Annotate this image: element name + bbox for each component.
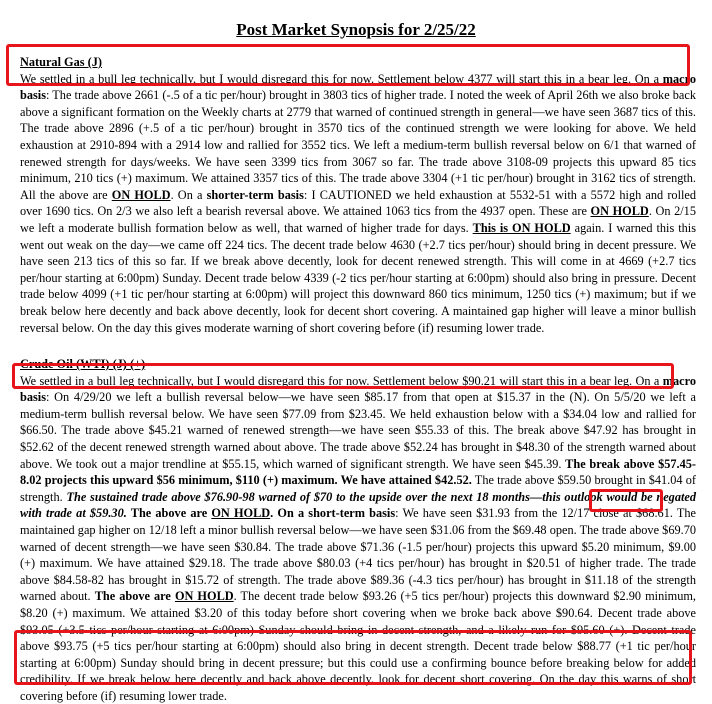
- shorter-term-basis-label: shorter-term basis: [206, 187, 304, 202]
- natural-gas-heading: Natural Gas (J): [20, 55, 102, 69]
- text-run: The above are: [126, 506, 212, 521]
- text-run: . The decent trade below $93.26 (+5 tics per/hour) projects this downward $2.90 minimum, $8.20 (+) maximum. We attained $3.20 of this today before short covering when we broke back above $90.64. Decent trade above $93.05 (+3.5 tics per/hour starting at 6:00pm) Sunday should bring in decent strength, and a likely run for $95.60 (+). Decent trade above $93.75 (+5 tics per/hour starting at 6:00pm) should also bring in decent strength. Decent trade below $88.77 (+1 tic per/hour starting at 6:00pm) Sunday should bring in decent pressure; but this could use a confirming bounce before breaking below for added credibility. If we break below here decently and back above decently, look for decent short covering. On the day this warns of short covering before (if) resuming lower trade.: [20, 589, 696, 703]
- bold-projection-text: The break above $57.45-8.02 projects this upward $56 minimum, $110 (+) maximum. We have attained $42.52.: [20, 456, 696, 488]
- macro-basis-label: macro basis: [20, 373, 696, 405]
- natural-gas-body: [20, 71, 696, 337]
- bold-italic-outlook-text: The sustained trade above $76.90-98 warned of $70 to the upside over the next 18 months—this outlook would be negated with trade at $59.30.: [20, 489, 696, 521]
- on-hold-label: ON HOLD: [174, 589, 234, 604]
- text-run: The trade above $59.50 brought in $41.04 of strength.: [20, 473, 696, 504]
- crude-oil-settlement-sentence: We settled in a bull leg technically, but I would disregard this for now. Settlement below $90.21 will start this in a bear leg. On a: [20, 373, 663, 388]
- crude-oil-section: [20, 356, 696, 704]
- crude-oil-heading: Crude Oil (WTI) (J) (+): [20, 357, 146, 371]
- text-run: . On a: [170, 187, 207, 202]
- text-run: The above are: [94, 589, 175, 604]
- natural-gas-section: [20, 54, 696, 336]
- on-hold-label: ON HOLD: [211, 506, 271, 521]
- this-is-on-hold-label: This is ON HOLD: [472, 220, 571, 235]
- page-title: Post Market Synopsis for 2/25/22: [236, 20, 476, 39]
- macro-basis-label: macro basis: [20, 71, 696, 103]
- text-run: : On 4/29/20 we left a bullish reversal below—we have seen $85.17 from that open at $15.37 in the (N). On 5/5/20 we left a medium-term bullish reversal below. We have seen $77.09 from $23.45. We held exhaustion below with a $34.04 low and rallied for $66.50. The trade above $45.21 warned of renewed strength—we have seen $55.33 of this. The break above $47.92 has brought in $52.62 of the decent renewed strength warned about above. The trade above $52.24 has brought in $48.30 of the strength warned about above. We took out a major trendline at $55.15, which warned of significant strength. We have seen $45.39.: [20, 390, 696, 471]
- text-run: . On a: [270, 506, 309, 521]
- on-hold-label: ON HOLD: [590, 204, 649, 219]
- text-run: : The trade above 2661 (-.5 of a tic per/hour) brought in 3803 tics of higher trade. I noted the week of April 26th we also broke back above a significant formation on the Weekly charts at 2779 that warned of continued strength in general—we have seen 3687 tics of this. The trade above 2896 (+.5 of a tic per/hour) brought in 3570 tics of the continued strength we were looking for above. We held exhaustion at 2910-894 with a 2914 low and rallied for 3552 tics. We left a medium-term bullish reversal below on 6/1 that warned of renewed strength for days/weeks. We have seen 3399 tics from 3067 so far. The trade above 3108-09 projects this upward 85 tics minimum, 210 tics (+) maximum. We attained 3357 tics of this. The trade above 3304 (+1 tic per/hour) brought in 3162 tics of strength. All the above are: [20, 88, 696, 202]
- text-run: . On 2/15 we left a moderate bullish formation below as well, that warned of higher trade for days.: [20, 204, 696, 235]
- text-run: again. I warned this this went out weak on the day—we came off 224 tics. The decent trade below 4630 (+2.7 tics per/hour) should bring in decent pressure. We have seen 213 tics of this so far. If we break above decently, look for decent renewed strength. This will come in at 4669 (+2.7 tics per/hour starting at 6:00pm) Sunday. Decent trade below 4339 (-2 tics per/hour starting at 6:00pm) should also bring in pressure. Decent trade below 4099 (+1 tic per/hour starting at 6:00pm) will project this downward 860 tics minimum, 1250 tics (+) maximum; but if we break below here decently and back above decently, look for decent short covering. A maintained gap higher will leave a minor bullish reversal below. On the day this gives moderate warning of short covering before (if) resuming lower trade.: [20, 220, 696, 335]
- natural-gas-settlement-sentence: We settled in a bull leg technically, but I would disregard this for now. Settlement below 4377 will start this in a bear leg. On a: [20, 71, 663, 86]
- short-term-basis-label: short-term basis: [308, 506, 396, 521]
- crude-oil-body: [20, 373, 696, 704]
- text-run: : I CAUTIONED we held exhaustion at 5532-51 with a 5572 high and rolled over 1690 tics. On 2/3 we also left a bearish reversal above. We attained 1063 tics from the 4937 open. These are: [20, 187, 697, 219]
- on-hold-label: ON HOLD: [111, 187, 171, 202]
- text-run: : We have seen $31.93 from the 12/17 close at $68.61. The maintained gap higher on 12/18 left a minor bullish reversal below—we have seen $31.06 from the $69.48 open. The trade above $69.70 warned of decent strength—we have seen $30.84. The trade above $71.36 (-1.5 per/hour) projects this upward $5.20 minimum, $9.00 (+) maximum. We have attained $29.18. The trade above $80.03 (+4 tics per/hour) has brought in $20.51 of higher trade. The trade above $84.58-82 has brought in $15.72 of strength. The trade above $89.36 (-4.3 tics per/hour) has brought in $11.18 of the strength warned about.: [20, 506, 696, 604]
